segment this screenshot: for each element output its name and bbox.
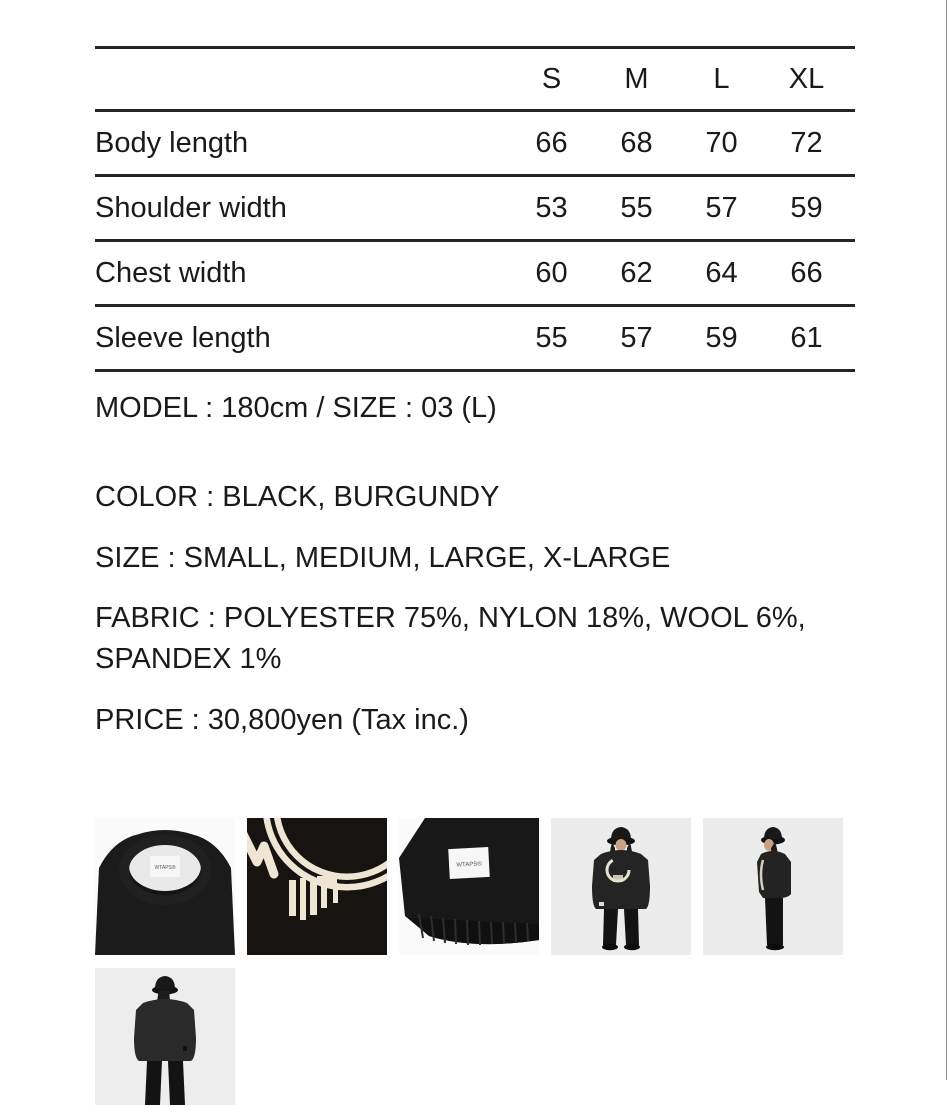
size-value: 57 <box>620 321 653 354</box>
product-photo-row-2 <box>95 968 855 1105</box>
size-value: 64 <box>705 256 738 289</box>
color-info-line: COLOR : BLACK, BURGUNDY <box>95 481 500 513</box>
price-info-line: PRICE : 30,800yen (Tax inc.) <box>95 704 469 736</box>
page-right-border <box>946 0 947 1080</box>
size-value: 62 <box>620 256 653 289</box>
product-photo-model-front[interactable] <box>551 818 691 955</box>
product-photo-hem-label[interactable] <box>399 818 539 955</box>
size-chart-table <box>95 46 855 372</box>
product-photo-jacquard-logo[interactable] <box>247 818 387 955</box>
jacquard-logo-photo-graphic <box>247 818 387 955</box>
brand-woven-label: WTAPS® <box>456 861 482 869</box>
size-value: 57 <box>705 191 738 224</box>
fabric-info-line: FABRIC : POLYESTER 75%, NYLON 18%, WOOL 6%, SPANDEX 1% <box>95 602 806 675</box>
table-row-shoulder-width <box>95 177 855 242</box>
product-photo-neck-label[interactable] <box>95 818 235 955</box>
size-value: 55 <box>620 191 653 224</box>
size-col-header-xl: XL <box>788 62 825 95</box>
brand-woven-label: WTAPS® <box>154 865 176 871</box>
row-label: Body length <box>95 126 249 159</box>
size-info-line: SIZE : SMALL, MEDIUM, LARGE, X-LARGE <box>95 542 671 574</box>
row-label: Chest width <box>95 256 247 289</box>
size-col-header-l: L <box>713 62 730 95</box>
size-value: 55 <box>535 321 568 354</box>
size-value: 66 <box>535 126 568 159</box>
size-value: 72 <box>790 126 823 159</box>
product-photo-model-side[interactable] <box>703 818 843 955</box>
table-row-sleeve-length <box>95 307 855 372</box>
size-value: 66 <box>790 256 823 289</box>
row-label: Shoulder width <box>95 191 287 224</box>
model-front-photo-graphic <box>551 818 691 955</box>
size-value: 59 <box>790 191 823 224</box>
model-side-photo-graphic <box>703 818 843 955</box>
size-value: 53 <box>535 191 568 224</box>
hem-label-photo-graphic <box>399 818 539 955</box>
size-value: 70 <box>705 126 738 159</box>
size-chart-header-row <box>95 49 855 112</box>
size-value: 59 <box>705 321 738 354</box>
product-photo-row <box>95 818 855 955</box>
row-label: Sleeve length <box>95 321 271 354</box>
product-photo-model-back[interactable] <box>95 968 235 1105</box>
table-row-chest-width <box>95 242 855 307</box>
size-col-header-s: S <box>541 62 562 95</box>
size-value: 68 <box>620 126 653 159</box>
size-col-header-m: M <box>624 62 649 95</box>
table-row-body-length <box>95 112 855 177</box>
size-value: 61 <box>790 321 823 354</box>
neck-label-photo-graphic <box>95 818 235 955</box>
product-detail-content <box>95 0 855 1105</box>
size-value: 60 <box>535 256 568 289</box>
model-back-photo-graphic <box>95 968 235 1105</box>
model-info-line: MODEL : 180cm / SIZE : 03 (L) <box>95 392 497 424</box>
